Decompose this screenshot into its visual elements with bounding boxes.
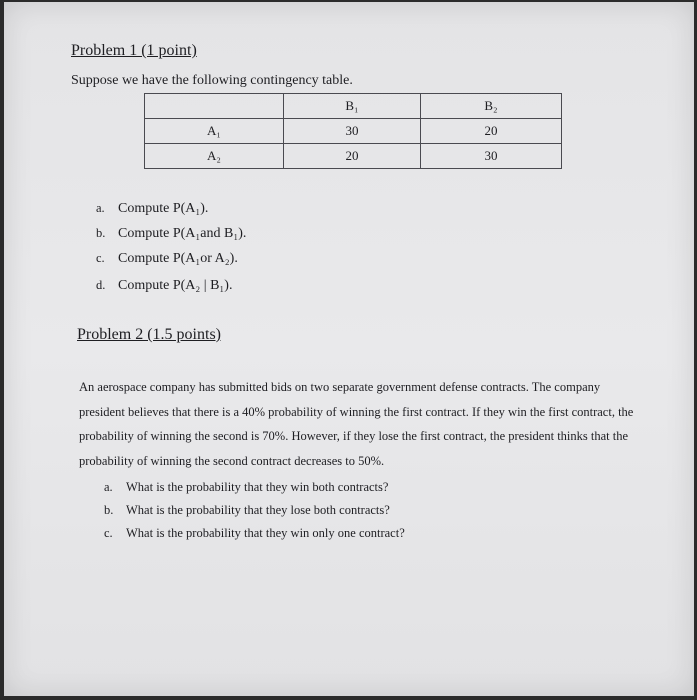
table-cell: B₂ (421, 94, 562, 119)
list-marker: b. (96, 226, 106, 240)
list-item-text: Compute P(A₁). (118, 201, 209, 216)
list-marker: d. (96, 278, 106, 292)
list-marker: a. (96, 201, 105, 215)
contingency-table (144, 93, 562, 169)
table-cell: A₁ (145, 119, 284, 144)
list-item-text: Compute P(A₁and B₁). (118, 226, 247, 241)
list-item-text: Compute P(A₂ | B₁). (118, 278, 233, 293)
problem1-title: Problem 1 (1 point) (71, 42, 197, 59)
paper-page (4, 2, 694, 696)
table-row (145, 144, 562, 169)
list-item (96, 278, 232, 294)
list-marker: c. (96, 251, 105, 265)
list-item (104, 480, 388, 495)
list-item (104, 503, 390, 518)
list-item-text: Compute P(A₁or A₂). (118, 251, 238, 266)
list-marker: a. (104, 480, 113, 494)
table-cell: A₂ (145, 144, 284, 169)
table-cell: B₁ (284, 94, 421, 119)
table-cell: 20 (421, 119, 562, 144)
list-item-text: What is the probability that they win both contracts? (126, 480, 389, 494)
list-marker: c. (104, 526, 113, 540)
table-cell: 30 (421, 144, 562, 169)
problem2-paragraph: An aerospace company has submitted bids on two separate government defense contracts. The company president believes that there is a 40% probability of winning the first contract. If they win the first contract, the probability of winning the second is 70%. However, if they lose the first contract, the president thinks that the probability of winning the second contract decreases to 50%. (79, 380, 634, 468)
problem2-title: Problem 2 (1.5 points) (77, 326, 221, 343)
list-item (96, 201, 208, 217)
list-item-text: What is the probability that they win only one contract? (126, 526, 405, 540)
list-item (96, 251, 238, 267)
table-cell: 30 (284, 119, 421, 144)
table-header-row (145, 94, 562, 119)
list-marker: b. (104, 503, 114, 517)
list-item-text: What is the probability that they lose both contracts? (126, 503, 390, 517)
table-row (145, 119, 562, 144)
list-item (104, 526, 405, 541)
problem1-intro: Suppose we have the following contingency table. (71, 73, 353, 88)
table-cell (145, 94, 284, 119)
list-item (96, 226, 246, 242)
table-cell: 20 (284, 144, 421, 169)
